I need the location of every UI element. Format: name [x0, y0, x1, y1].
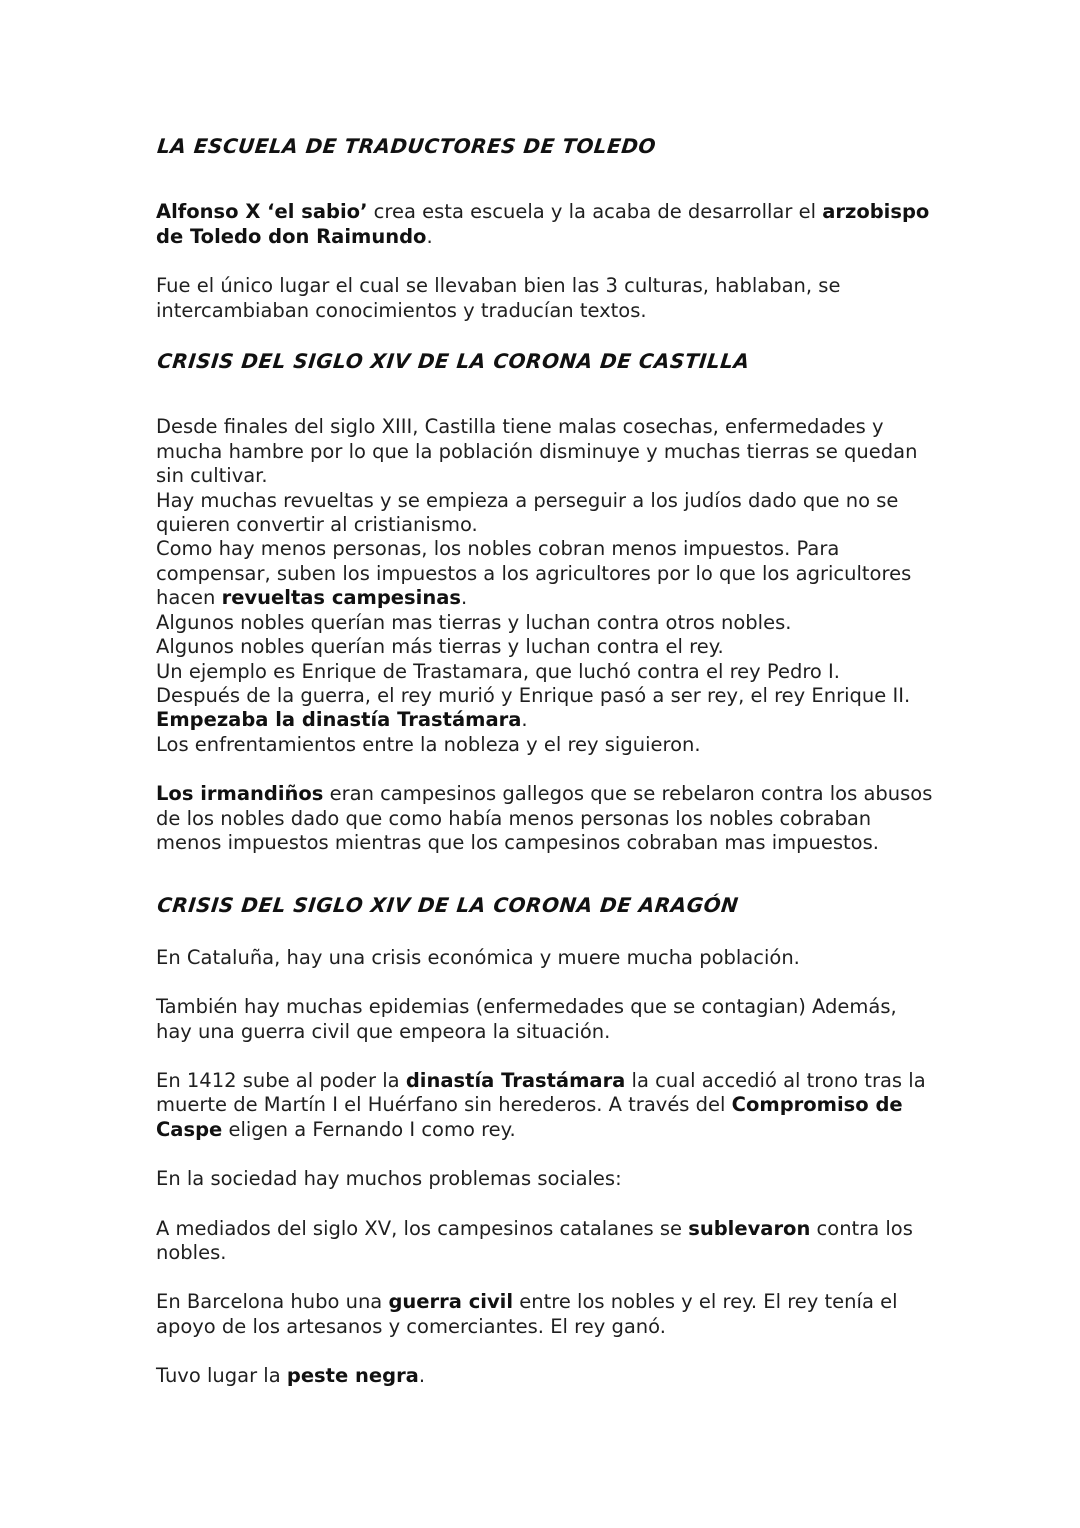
text-run: Como hay menos personas, los nobles cobran menos impuestos. Para compensar, suben los impuestos a los agricultores por lo que los agricultores hacen	[156, 537, 912, 610]
text-run: Algunos nobles querían mas tierras y luchan contra otros nobles.	[156, 610, 792, 634]
text-run: contra los nobles.	[156, 1216, 913, 1264]
text-run: En 1412 sube al poder la	[156, 1068, 406, 1092]
text-run: Algunos nobles querían más tierras y luchan contra el rey.	[156, 635, 724, 659]
text-run: En Cataluña, hay una crisis económica y muere mucha población.	[156, 945, 800, 969]
paragraph	[156, 1167, 936, 1191]
section-heading: CRISIS DEL SIGLO XIV DE LA CORONA DE ARAGÓN	[156, 893, 740, 918]
bold-text: revueltas campesinas	[221, 586, 461, 610]
text-run: Desde finales del siglo XIII, Castilla tiene malas cosechas, enfermedades y mucha hambre por lo que la población disminuye y muchas tierras se quedan sin cultivar.	[156, 415, 918, 488]
bold-text: dinastía Trastámara	[405, 1068, 626, 1092]
text-run: .	[426, 224, 433, 248]
bold-text: guerra civil	[388, 1290, 514, 1314]
text-run: crea esta escuela y la acaba de desarrollar el	[367, 200, 823, 224]
text-run: Un ejemplo es Enrique de Trastamara, que luchó contra el rey Pedro I.	[156, 659, 840, 683]
section-heading: LA ESCUELA DE TRADUCTORES DE TOLEDO	[156, 134, 658, 158]
text-run: Los enfrentamientos entre la nobleza y el rey siguieron.	[156, 732, 701, 756]
bold-text: arzobispo de Toledo don Raimundo	[156, 200, 930, 248]
text-run: En Barcelona hubo una	[156, 1290, 389, 1314]
text-run: Después de la guerra, el rey murió y Enrique pasó a ser rey, el rey Enrique II.	[156, 683, 911, 707]
bold-text: Los irmandiños	[156, 782, 324, 806]
text-run: A mediados del siglo XV, los campesinos catalanes se	[156, 1216, 689, 1240]
text-run: Hay muchas revueltas y se empieza a perseguir a los judíos dado que no se quieren convertir al cristianismo.	[156, 488, 899, 537]
text-run: .	[521, 708, 528, 732]
bold-text: Alfonso X ‘el sabio’	[156, 200, 368, 224]
text-run: eran campesinos gallegos que se rebelaron contra los abusos de los nobles dado que como había menos personas los nobles cobraban menos impuestos mientras que los campesinos cobraban mas impuestos.	[156, 782, 933, 854]
text-run: Tuvo lugar la	[156, 1364, 287, 1388]
text-run: En la sociedad hay muchos problemas sociales:	[156, 1167, 622, 1191]
text-run: También hay muchas epidemias (enfermedades que se contagian) Además, hay una guerra civil que empeora la situación.	[156, 995, 897, 1043]
paragraph	[156, 782, 936, 855]
paragraph	[156, 415, 936, 757]
bold-text: Empezaba la dinastía Trastámara	[156, 708, 522, 732]
section-heading: CRISIS DEL SIGLO XIV DE LA CORONA DE CASTILLA	[156, 349, 751, 374]
paragraph	[156, 995, 936, 1044]
text-run: entre los nobles y el rey. El rey tenía el apoyo de los artesanos y comerciantes. El rey ganó.	[156, 1290, 898, 1338]
bold-text: Compromiso de Caspe	[156, 1093, 903, 1141]
text-run: .	[418, 1364, 426, 1388]
bold-text: peste negra	[286, 1364, 419, 1388]
text-run: Fue el único lugar el cual se llevaban bien las 3 culturas, hablaban, se intercambiaban conocimientos y traducían textos.	[156, 274, 841, 322]
text-run: .	[460, 586, 468, 610]
paragraph	[156, 1217, 936, 1266]
paragraph	[156, 946, 936, 970]
section-toledo	[156, 134, 936, 323]
paragraph	[156, 1069, 936, 1142]
paragraph	[156, 200, 936, 249]
paragraph	[156, 274, 936, 323]
paragraph	[156, 1290, 936, 1339]
section-aragon	[156, 893, 936, 1388]
section-castilla	[156, 349, 936, 855]
paragraph	[156, 1364, 936, 1388]
text-run: eligen a Fernando I como rey.	[222, 1117, 516, 1141]
text-run: la cual accedió al trono tras la muerte de Martín I el Huérfano sin herederos. A través del	[156, 1068, 926, 1117]
bold-text: sublevaron	[688, 1216, 811, 1240]
document-page	[156, 134, 936, 1389]
